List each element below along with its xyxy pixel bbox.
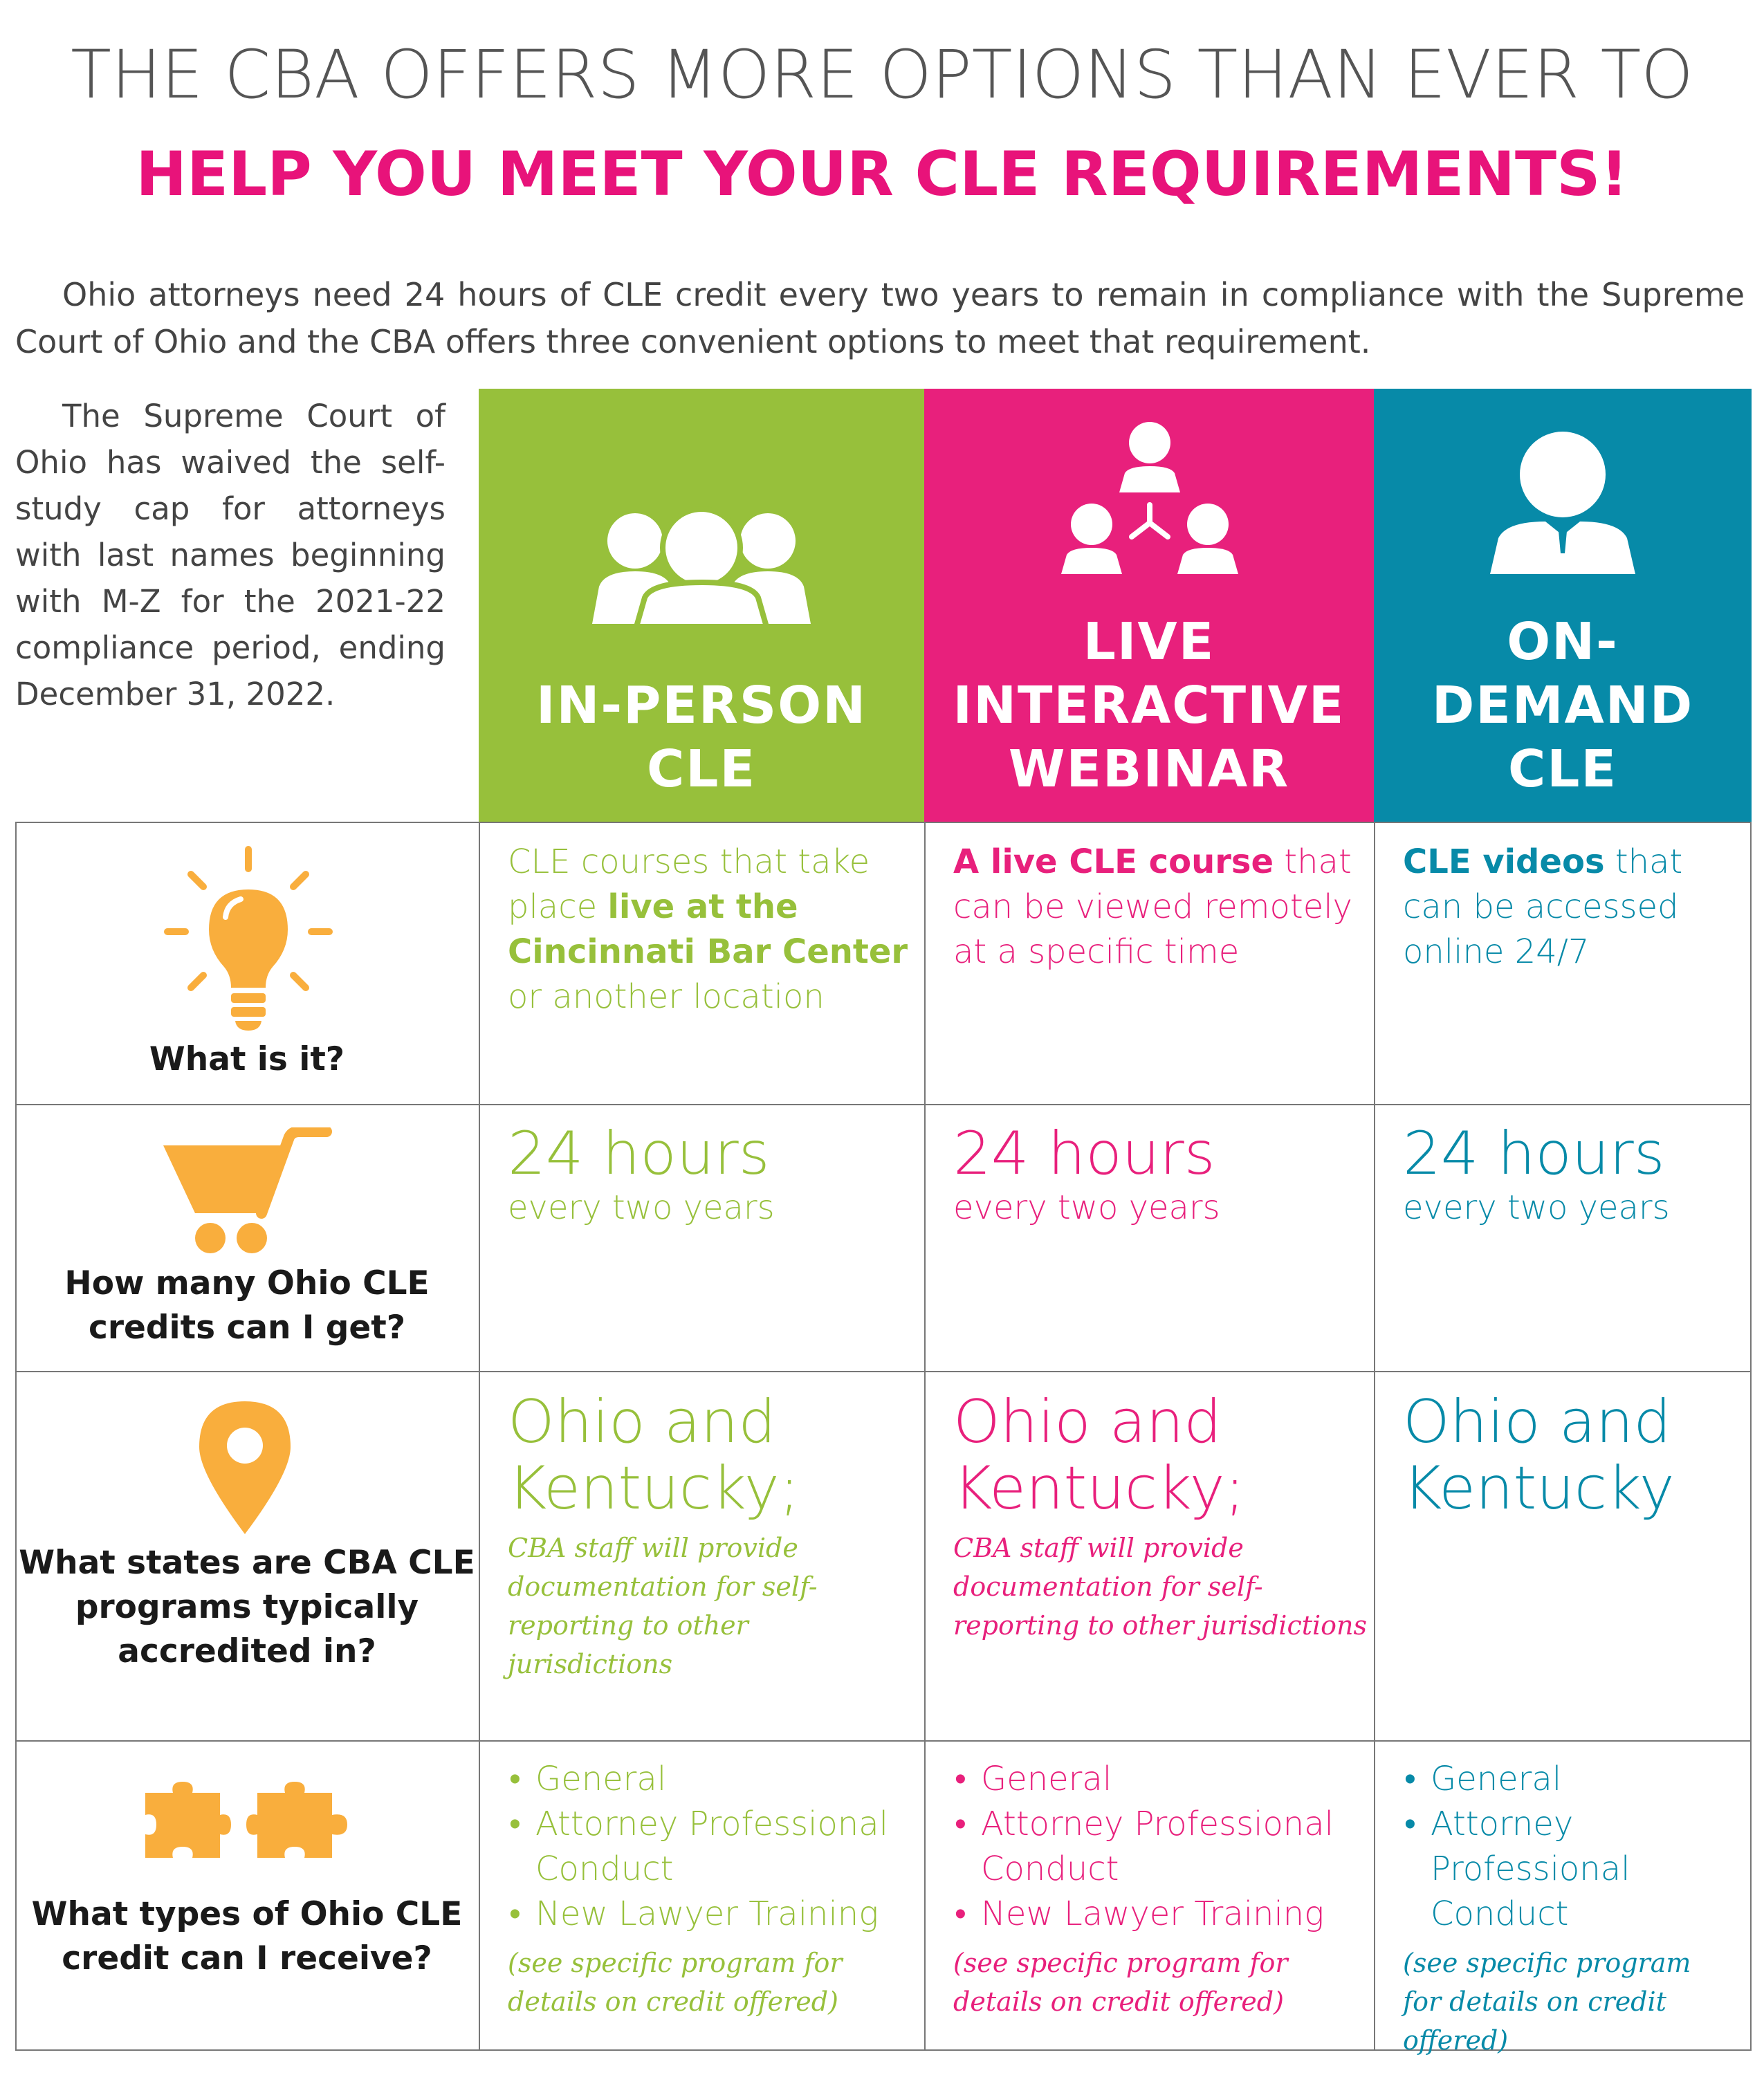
lightbulb-icon (163, 845, 333, 1032)
header-title: LIVE INTERACTIVE WEBINAR (953, 612, 1345, 799)
question-what-is-it: What is it? (149, 1040, 345, 1078)
title-line-1: THE CBA OFFERS MORE OPTIONS THAN EVER TO (71, 36, 1693, 113)
types-on-demand: • General • Attorney Professional Conduct (see specific program for details on credit offered) (1403, 1757, 1735, 2060)
list-item: • General (508, 1757, 916, 1802)
header-title: ON- DEMAND CLE (1431, 612, 1694, 799)
what-on-demand: CLE videos that can be accessed online 24/7 (1403, 842, 1683, 971)
credits-live-webinar: 24 hours every two years (953, 1119, 1220, 1227)
list-item: • Attorney Professional Conduct (508, 1802, 916, 1892)
list-item: • New Lawyer Training (953, 1892, 1368, 1937)
title-line-2: HELP YOU MEET YOUR CLE REQUIREMENTS! (136, 138, 1628, 210)
location-pin-icon (196, 1399, 293, 1537)
states-on-demand: Ohio and Kentucky (1403, 1387, 1675, 1523)
what-in-person: CLE courses that take place live at the Cincinnati Bar Center or another location (508, 842, 908, 1016)
credits-on-demand: 24 hours every two years (1403, 1119, 1670, 1227)
question-types: What types of Ohio CLE credit can I receive? (31, 1895, 463, 1977)
intro-paragraph: Ohio attorneys need 24 hours of CLE credit every two years to remain in compliance with the Supreme Court of Ohio and the CBA offers three convenient options to meet that requirement. (15, 276, 1745, 360)
list-item: • General (1403, 1757, 1631, 1802)
types-live-webinar: • General • Attorney Professional Conduct • New Lawyer Training (see specific program for details on credit offered) (953, 1757, 1368, 2021)
list-item: • Attorney Professional Conduct (953, 1802, 1368, 1892)
row-divider (15, 1371, 1752, 1372)
single-person-icon (1490, 430, 1635, 574)
shopping-cart-icon (160, 1127, 333, 1255)
question-credits: How many Ohio CLE credits can I get? (64, 1264, 430, 1347)
network-people-icon (1060, 421, 1240, 578)
column-divider (924, 822, 926, 2051)
header-title: IN-PERSON CLE (535, 676, 867, 799)
header-in-person-cle (479, 389, 924, 822)
types-in-person: • General • Attorney Professional Conduct • New Lawyer Training (see specific program for details on credit offered) (508, 1757, 916, 2021)
header-live-interactive-webinar (924, 389, 1374, 822)
list-item: • General (953, 1757, 1368, 1802)
column-divider (479, 822, 480, 2051)
puzzle-pieces-icon (143, 1779, 350, 1868)
header-on-demand-cle (1374, 389, 1752, 822)
group-people-icon (592, 505, 811, 624)
row-divider (15, 1740, 1752, 1742)
list-item: • New Lawyer Training (508, 1892, 916, 1937)
states-in-person: Ohio and Kentucky; CBA staff will provide documentation for self-reporting to other jurisdictions (508, 1387, 818, 1679)
states-live-webinar: Ohio and Kentucky; CBA staff will provide documentation for self-reporting to other jurisdictions (953, 1387, 1368, 1641)
row-divider (15, 1104, 1752, 1105)
sidebar-note: The Supreme Court of Ohio has waived the self-study cap for attorneys with last names beginning with M-Z for the 2021-22 compliance period, ending December 31, 2022. (15, 398, 445, 712)
column-divider (1374, 822, 1375, 2051)
question-states: What states are CBA CLE programs typically accredited in? (19, 1544, 475, 1670)
what-live-webinar: A live CLE course that can be viewed remotely at a specific time (953, 842, 1352, 971)
credits-in-person: 24 hours every two years (508, 1119, 775, 1227)
list-item: • Attorney Professional Conduct (1403, 1802, 1631, 1937)
